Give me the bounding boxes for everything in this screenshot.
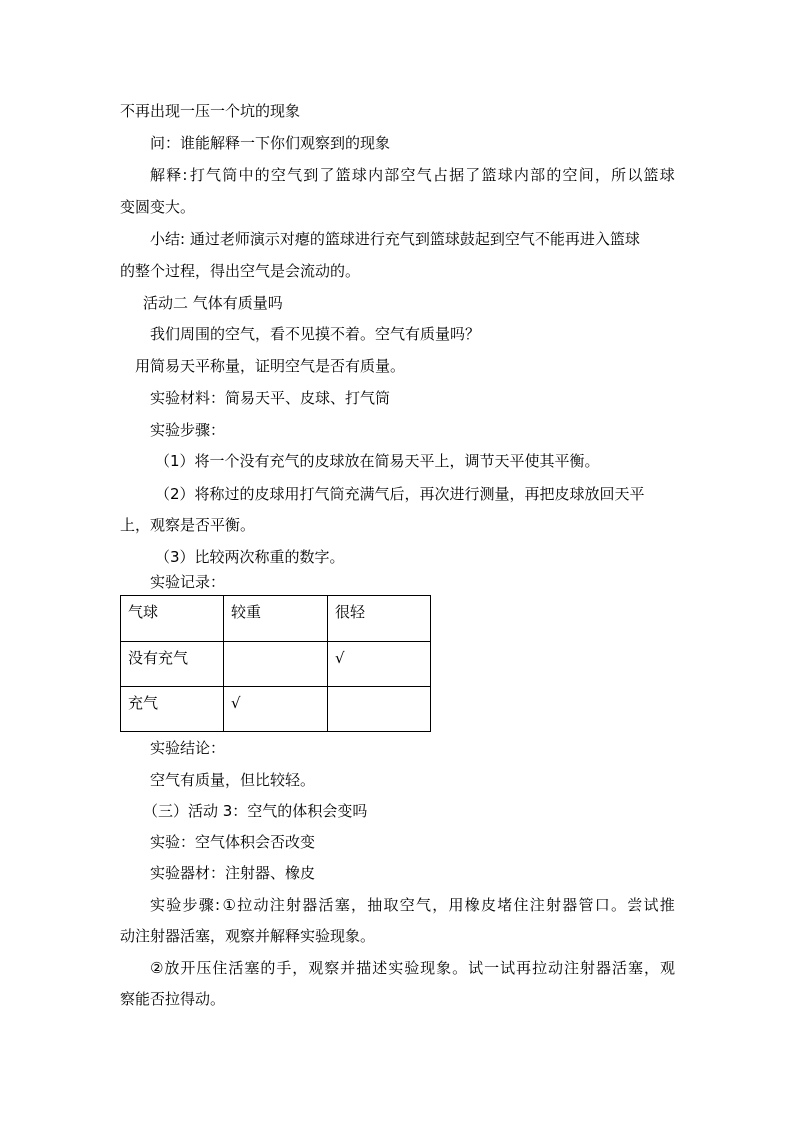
table-header-cell: 较重 [224, 596, 328, 642]
table-cell: √ [328, 642, 431, 687]
experiment-record-table [120, 595, 431, 732]
table-cell: √ [224, 687, 328, 732]
table-cell: 充气 [121, 687, 224, 732]
paragraph-line: 实验材料：简易天平、皮球、打气筒 [150, 389, 391, 407]
table-cell [224, 642, 328, 687]
paragraph-line: （1）将一个没有充气的皮球放在简易天平上，调节天平使其平衡。 [155, 452, 600, 470]
paragraph-line: 不再出现一压一个坑的现象 [120, 102, 301, 120]
table-cell [328, 687, 431, 732]
paragraph-line: 动注射器活塞，观察并解释实验现象。 [120, 927, 376, 945]
table-cell: 没有充气 [121, 642, 224, 687]
paragraph-line: 变圆变大。 [120, 198, 196, 216]
table-row [121, 642, 431, 687]
paragraph-line: 上，观察是否平衡。 [120, 516, 256, 534]
paragraph-line: 用简易天平称量，证明空气是否有质量。 [135, 357, 406, 375]
section-heading: 活动二 气体有质量吗 [143, 294, 283, 312]
paragraph-line: （2）将称过的皮球用打气筒充满气后，再次进行测量，再把皮球放回天平 [155, 485, 645, 503]
paragraph-line: 实验步骤： [150, 421, 226, 439]
paragraph-line: 的整个过程，得出空气是会流动的。 [120, 262, 361, 280]
section-heading: （三）活动 3：空气的体积会变吗 [143, 802, 368, 820]
table-header-row [121, 596, 431, 642]
table-row [121, 687, 431, 732]
paragraph-line: ② 放 开 压 住 活 塞 的 手 ， 观 察 并 描 述 实 验 现 象 。 试 一 试 再 拉 动 注 射 器 活 塞 ， 观 [150, 959, 675, 977]
paragraph-line: 实 验 步 骤 : ① 拉 动 注 射 器 活 塞 ， 抽 取 空 气 ， 用 橡 皮 堵 住 注 射 器 管 口 。 尝 试 推 [150, 896, 675, 914]
paragraph-line: 察能否拉得动。 [120, 990, 226, 1008]
paragraph-line: 实验记录： [150, 573, 226, 591]
table-header-cell: 气球 [121, 596, 224, 642]
paragraph-line: 解 释 : 打 气 筒 中 的 空 气 到 了 篮 球 内 部 空 气 占 据 了 篮 球 内 部 的 空 间 ， 所 以 篮 球 [150, 166, 675, 184]
paragraph-line: （3）比较两次称重的数字。 [155, 548, 345, 566]
paragraph-line: 实验器材：注射器、橡皮 [150, 864, 316, 882]
paragraph-line: 小结: 通过老师演示对瘪的篮球进行充气到篮球鼓起到空气不能再进入篮球 [150, 230, 640, 248]
paragraph-line: 实验：空气体积会否改变 [150, 833, 316, 851]
paragraph-line: 问：谁能解释一下你们观察到的现象 [150, 134, 391, 152]
table-header-cell: 很轻 [328, 596, 431, 642]
paragraph-line: 空气有质量，但比较轻。 [150, 771, 316, 789]
paragraph-line: 我们周围的空气，看不见摸不着。空气有质量吗？ [150, 325, 481, 343]
paragraph-line: 实验结论： [150, 739, 226, 757]
